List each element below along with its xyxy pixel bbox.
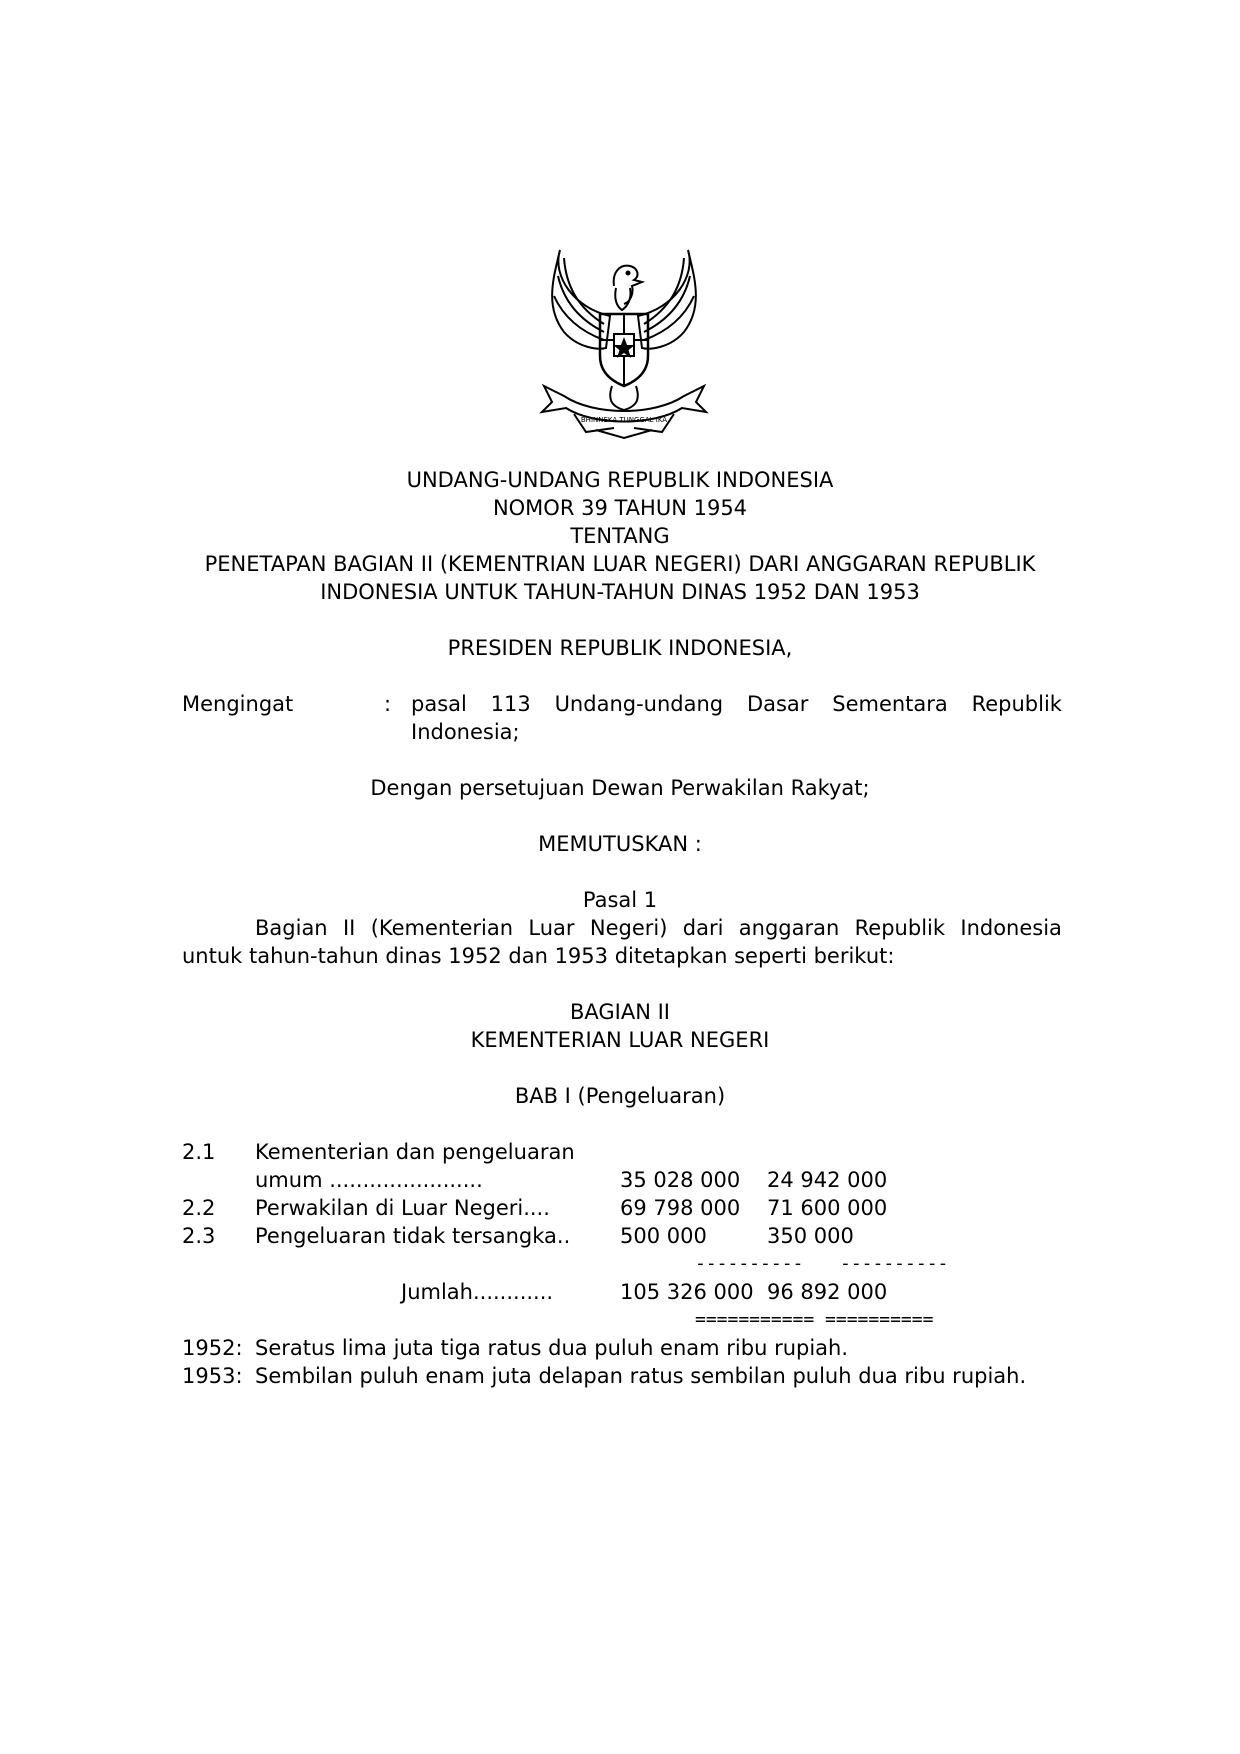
bab-heading: BAB I (Pengeluaran): [514, 1084, 726, 1108]
words-year-1952: 1952:: [182, 1336, 243, 1360]
row-number: 2.2: [182, 1196, 216, 1220]
header-line-4: PENETAPAN BAGIAN II (KEMENTRIAN LUAR NEGERI) DARI ANGGARAN REPUBLIK: [204, 552, 1036, 576]
word: Sementara: [832, 692, 948, 716]
bagian-title: BAGIAN II: [569, 1000, 670, 1024]
word: (Kementerian: [370, 916, 514, 940]
bagian-subtitle: KEMENTERIAN LUAR NEGERI: [470, 1028, 770, 1052]
words-year-1953: 1953:: [182, 1364, 243, 1388]
words-text-1953: Sembilan puluh enam juta delapan ratus sembilan puluh dua ribu rupiah.: [255, 1364, 1027, 1388]
emblem-motto: BHINNEKA TUNGGAL IKA: [580, 416, 668, 424]
pasal-1-line-1: [255, 914, 1062, 942]
value-1952: 500 000: [620, 1224, 707, 1248]
word: 113: [490, 692, 531, 716]
row-number: 2.1: [182, 1140, 216, 1164]
header-line-1: UNDANG-UNDANG REPUBLIK INDONESIA: [406, 468, 834, 492]
pasal-1-line-2: untuk tahun-tahun dinas 1952 dan 1953 ditetapkan seperti berikut:: [182, 944, 895, 968]
word: anggaran: [738, 916, 840, 940]
word: Dasar: [746, 692, 809, 716]
value-1953: 350 000: [767, 1224, 854, 1248]
total-1953: 96 892 000: [767, 1280, 888, 1304]
total-double-rule: =========== ==========: [695, 1309, 934, 1330]
subtotal-rule-1952: ----------: [695, 1253, 804, 1274]
words-text-1952: Seratus lima juta tiga ratus dua puluh enam ribu rupiah.: [255, 1336, 849, 1360]
president-heading: PRESIDEN REPUBLIK INDONESIA,: [447, 636, 793, 660]
pasal-1-title: Pasal 1: [582, 888, 658, 912]
row-description-cont: umum .......................: [255, 1168, 483, 1192]
garuda-emblem: [534, 246, 714, 442]
row-description: Perwakilan di Luar Negeri....: [255, 1196, 550, 1220]
word: Indonesia: [960, 916, 1062, 940]
value-1952: 35 028 000: [620, 1168, 741, 1192]
word: Republik: [971, 692, 1062, 716]
word: pasal: [411, 692, 467, 716]
header-line-2: NOMOR 39 TAHUN 1954: [492, 496, 748, 520]
subtotal-rule-1953: ----------: [840, 1253, 949, 1274]
mengingat-colon: :: [384, 692, 392, 716]
word: Negeri): [589, 916, 668, 940]
word: dari: [682, 916, 724, 940]
total-1952: 105 326 000: [620, 1280, 754, 1304]
total-label: Jumlah............: [401, 1280, 554, 1304]
memutuskan-heading: MEMUTUSKAN :: [538, 832, 702, 856]
word: Republik: [854, 916, 946, 940]
header-line-3: TENTANG: [570, 524, 670, 548]
value-1952: 69 798 000: [620, 1196, 741, 1220]
mengingat-line-2: Indonesia;: [411, 720, 520, 744]
row-description: Pengeluaran tidak tersangka..: [255, 1224, 571, 1248]
value-1953: 71 600 000: [767, 1196, 888, 1220]
header-line-5: INDONESIA UNTUK TAHUN-TAHUN DINAS 1952 DAN 1953: [320, 580, 920, 604]
word: II: [342, 916, 356, 940]
word: Bagian: [255, 916, 328, 940]
word: Undang-undang: [554, 692, 724, 716]
mengingat-line-1: [411, 690, 1062, 718]
mengingat-label: Mengingat: [182, 692, 294, 716]
word: Luar: [528, 916, 575, 940]
persetujuan-line: Dengan persetujuan Dewan Perwakilan Rakyat;: [370, 776, 870, 800]
value-1953: 24 942 000: [767, 1168, 888, 1192]
row-description: Kementerian dan pengeluaran: [255, 1140, 575, 1164]
row-number: 2.3: [182, 1224, 216, 1248]
